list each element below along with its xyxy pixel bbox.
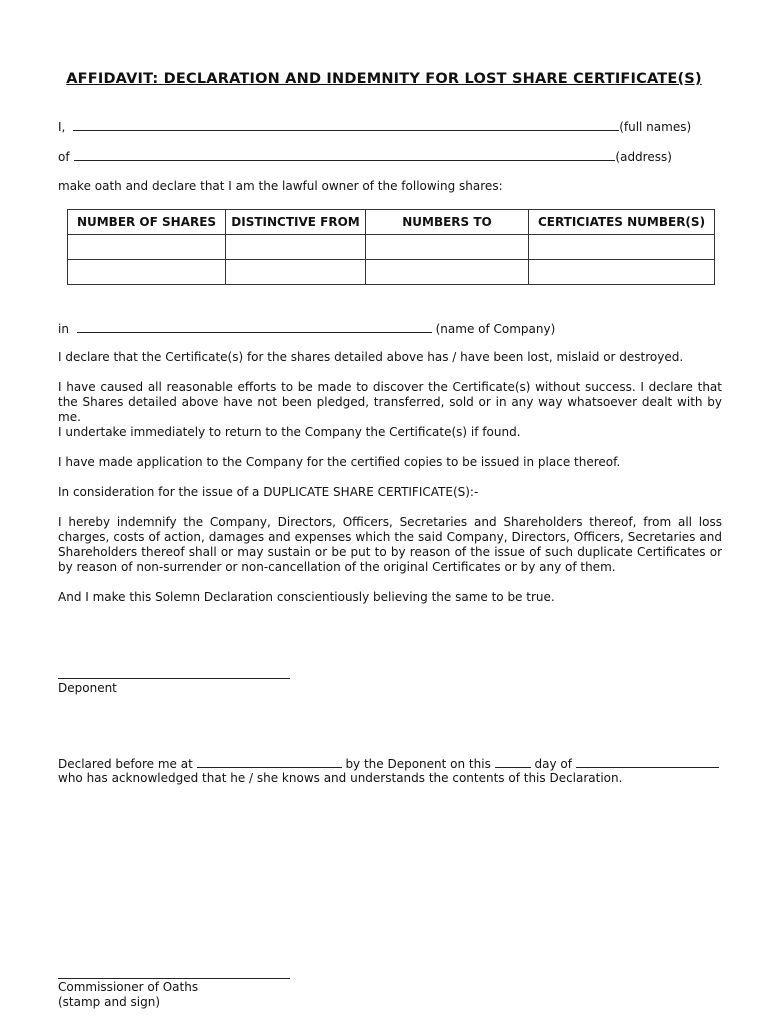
table-cell[interactable] xyxy=(68,235,226,260)
declared-part1: Declared before me at xyxy=(58,757,193,771)
paragraph-solemn: And I make this Solemn Declaration conscientiously believing the same to be true. xyxy=(58,590,555,604)
document-title: AFFIDAVIT: DECLARATION AND INDEMNITY FOR LOST SHARE CERTIFICATE(S) xyxy=(66,71,702,87)
table-cell[interactable] xyxy=(226,260,366,285)
paragraph-consideration: In consideration for the issue of a DUPLICATE SHARE CERTIFICATE(S):- xyxy=(58,485,479,499)
company-name-field[interactable] xyxy=(77,320,432,333)
shares-table-header xyxy=(68,210,715,235)
address-prefix: of xyxy=(58,150,70,164)
declared-part2: by the Deponent on this xyxy=(345,757,491,771)
col-numbers-to: NUMBERS TO xyxy=(366,210,529,235)
table-row xyxy=(68,235,715,260)
paragraph-application: I have made application to the Company for the certified copies to be issued in place thereof. xyxy=(58,455,621,469)
deponent-label: Deponent xyxy=(58,681,117,695)
oath-intro: make oath and declare that I am the lawful owner of the following shares: xyxy=(58,179,503,193)
paragraph-return: I undertake immediately to return to the Company the Certificate(s) if found. xyxy=(58,425,521,439)
company-suffix: (name of Company) xyxy=(435,322,556,336)
col-number-of-shares: NUMBER OF SHARES xyxy=(68,210,226,235)
table-cell[interactable] xyxy=(366,260,529,285)
declared-day-field[interactable] xyxy=(495,755,531,768)
company-name-line xyxy=(58,320,555,336)
full-names-prefix: I, xyxy=(58,120,66,134)
col-certificates-numbers: CERTICIATES NUMBER(S) xyxy=(529,210,715,235)
declared-month-field[interactable] xyxy=(576,755,719,768)
commissioner-signature-line[interactable] xyxy=(58,978,290,979)
stamp-label: (stamp and sign) xyxy=(58,995,160,1009)
paragraph-lost: I declare that the Certificate(s) for the shares detailed above has / have been lost, mislaid or destroyed. xyxy=(58,350,684,364)
declared-part3: day of xyxy=(534,757,572,771)
table-cell[interactable] xyxy=(529,235,715,260)
declared-line xyxy=(58,755,719,771)
declared-place-field[interactable] xyxy=(197,755,342,768)
shares-table xyxy=(67,209,715,285)
paragraph-indemnity: I hereby indemnify the Company, Directors, Officers, Secretaries and Shareholders thereof, from all loss charges, costs of action, damages and expenses which the said Company, Directors, Officers, Secretaries and Shareholders thereof shall or may sustain or be put to by reason of the issue of such duplicate Certificates or by reason of non-surrender or non-cancellation of the original Certificates or by any of them. xyxy=(58,515,722,574)
table-cell[interactable] xyxy=(68,260,226,285)
company-prefix: in xyxy=(58,322,69,336)
col-distinctive-from: DISTINCTIVE FROM xyxy=(226,210,366,235)
full-names-suffix: (full names) xyxy=(619,120,692,134)
paragraph-efforts: I have caused all reasonable efforts to be made to discover the Certificate(s) without success. I declare that the Shares detailed above have not been pledged, transferred, sold or in any way whatsoever dealt with by me. xyxy=(58,380,722,424)
commissioner-label: Commissioner of Oaths xyxy=(58,980,199,994)
full-names-line xyxy=(58,118,691,134)
table-row xyxy=(68,260,715,285)
table-cell[interactable] xyxy=(226,235,366,260)
table-cell[interactable] xyxy=(366,235,529,260)
table-cell[interactable] xyxy=(529,260,715,285)
declared-line-2: who has acknowledged that he / she knows and understands the contents of this Declaration. xyxy=(58,771,623,785)
address-line xyxy=(58,148,672,164)
full-names-field[interactable] xyxy=(73,118,619,131)
address-field[interactable] xyxy=(74,148,615,161)
address-suffix: (address) xyxy=(615,150,672,164)
deponent-signature-line[interactable] xyxy=(58,678,290,679)
